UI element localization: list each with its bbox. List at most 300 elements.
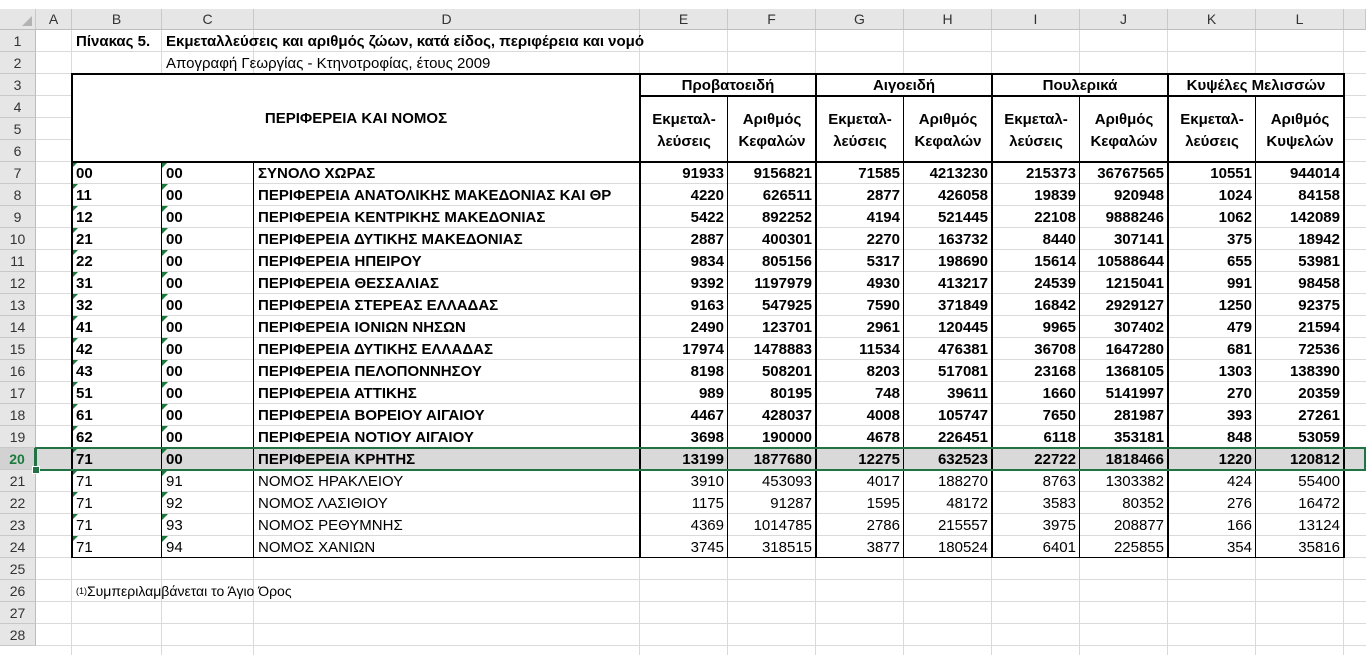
header-border-bottom xyxy=(71,161,1345,163)
value-cell[interactable]: 7650 xyxy=(1042,406,1076,424)
row-header-12[interactable]: 12 xyxy=(0,272,36,294)
divider-group xyxy=(991,73,993,558)
value-cell[interactable]: 655 xyxy=(1226,252,1252,270)
value-cell[interactable]: 681 xyxy=(1226,340,1252,358)
prefecture-code-cell[interactable]: 00 xyxy=(162,448,254,470)
value-cell[interactable]: 188270 xyxy=(937,472,988,490)
value-cell[interactable]: 354 xyxy=(1226,538,1252,556)
column-header-G[interactable]: G xyxy=(816,9,904,30)
subheader-4[interactable] xyxy=(904,102,992,160)
region-code-cell[interactable]: 51 xyxy=(72,382,162,404)
value-cell[interactable]: 8198 xyxy=(690,362,724,380)
value-cell[interactable]: 21594 xyxy=(1298,318,1340,336)
value-cell[interactable]: 6118 xyxy=(1043,428,1076,446)
error-indicator-icon xyxy=(162,404,168,410)
column-header-L[interactable]: L xyxy=(1256,9,1344,30)
value-cell[interactable]: 1303382 xyxy=(1105,472,1164,490)
value-cell[interactable]: 991 xyxy=(1226,274,1252,292)
row-header-17[interactable]: 17 xyxy=(0,382,36,404)
value-cell[interactable]: 5141997 xyxy=(1105,384,1164,402)
value-cell[interactable]: 476381 xyxy=(937,340,988,358)
subheader-line: Εκμεταλ- xyxy=(652,111,716,128)
value-cell[interactable]: 22722 xyxy=(1034,450,1076,468)
value-cell[interactable]: 1660 xyxy=(1042,384,1076,402)
divider-subcolumn xyxy=(1079,96,1080,558)
value-cell[interactable]: 53059 xyxy=(1298,428,1340,446)
subheader-7[interactable] xyxy=(1168,102,1256,160)
value-cell[interactable]: 626511 xyxy=(762,186,812,204)
value-cell[interactable]: 15614 xyxy=(1034,252,1076,270)
row-header-4[interactable]: 4 xyxy=(0,96,36,118)
value-cell[interactable]: 198690 xyxy=(937,252,988,270)
prefecture-code-cell[interactable]: 00 xyxy=(162,316,254,338)
value-cell[interactable]: 4467 xyxy=(690,406,724,424)
region-name-cell[interactable]: ΠΕΡΙΦΕΡΕΙΑ ΗΠΕΙΡΟΥ xyxy=(258,252,422,270)
value-cell[interactable]: 276 xyxy=(1226,494,1252,512)
subheader-1[interactable] xyxy=(640,102,728,160)
value-cell[interactable]: 9965 xyxy=(1042,318,1076,336)
error-indicator-icon xyxy=(162,338,168,344)
divider-code-column xyxy=(161,162,162,558)
value-cell[interactable]: 13199 xyxy=(682,450,724,468)
error-indicator-icon xyxy=(162,316,168,322)
subheader-line: Αριθμός xyxy=(1270,111,1330,128)
value-cell[interactable]: 8440 xyxy=(1042,230,1076,248)
value-cell[interactable]: 123701 xyxy=(761,318,812,336)
value-cell[interactable]: 8203 xyxy=(866,362,900,380)
value-cell[interactable]: 92375 xyxy=(1298,296,1340,314)
region-code-cell[interactable]: 43 xyxy=(72,360,162,382)
value-cell[interactable]: 318515 xyxy=(761,538,812,556)
value-cell[interactable]: 35816 xyxy=(1298,538,1340,556)
value-cell[interactable]: 270 xyxy=(1226,384,1252,402)
value-cell[interactable]: 2877 xyxy=(866,186,900,204)
subheader-line: Κεφαλών xyxy=(914,133,982,150)
value-cell[interactable]: 989 xyxy=(698,384,724,402)
divider-subcolumn xyxy=(1255,96,1256,558)
prefecture-code-cell[interactable]: 00 xyxy=(162,228,254,250)
region-name-cell[interactable]: ΠΕΡΙΦΕΡΕΙΑ ΒΟΡΕΙΟΥ ΑΙΓΑΙΟΥ xyxy=(258,406,485,424)
row-header-7[interactable]: 7 xyxy=(0,162,36,184)
subheader-line: Εκμεταλ- xyxy=(828,111,892,128)
region-code-cell[interactable]: 22 xyxy=(72,250,162,272)
region-code-cell[interactable]: 61 xyxy=(72,404,162,426)
value-cell[interactable]: 1818466 xyxy=(1105,450,1164,468)
value-cell[interactable]: 80195 xyxy=(770,384,812,402)
region-name-cell[interactable]: ΠΕΡΙΦΕΡΕΙΑ ΝΟΤΙΟΥ ΑΙΓΑΙΟΥ xyxy=(258,428,474,446)
error-indicator-icon xyxy=(162,536,168,542)
select-all-corner[interactable] xyxy=(0,9,36,30)
subheader-line: Κεφαλών xyxy=(738,133,806,150)
subheader-5[interactable] xyxy=(992,102,1080,160)
prefecture-code-cell[interactable]: 94 xyxy=(162,536,254,558)
value-cell[interactable]: 8763 xyxy=(1042,472,1076,490)
footnote[interactable] xyxy=(72,580,572,602)
value-cell[interactable]: 6401 xyxy=(1042,538,1076,556)
column-header-A[interactable]: A xyxy=(36,9,72,30)
value-cell[interactable]: 16842 xyxy=(1034,296,1076,314)
value-cell[interactable]: 1647280 xyxy=(1105,340,1164,358)
region-code-cell[interactable]: 00 xyxy=(72,162,162,184)
table-border-top xyxy=(71,73,1345,75)
value-cell[interactable]: 48172 xyxy=(946,494,988,512)
value-cell[interactable]: 142089 xyxy=(1289,208,1340,226)
value-cell[interactable]: 91933 xyxy=(682,164,724,182)
value-cell[interactable]: 547925 xyxy=(761,296,812,314)
value-cell[interactable]: 920948 xyxy=(1113,186,1164,204)
column-header-H[interactable]: H xyxy=(904,9,992,30)
subheader-line: Αριθμός xyxy=(918,111,978,128)
region-name-cell[interactable]: ΠΕΡΙΦΕΡΕΙΑ ΑΝΑΤΟΛΙΚΗΣ ΜΑΚΕΔΟΝΙΑΣ ΚΑΙ ΘΡ xyxy=(258,186,612,204)
region-name-cell[interactable]: ΠΕΡΙΦΕΡΕΙΑ ΚΡΗΤΗΣ xyxy=(258,450,416,468)
value-cell[interactable]: 1595 xyxy=(866,494,900,512)
value-cell[interactable]: 632523 xyxy=(937,450,988,468)
value-cell[interactable]: 1215041 xyxy=(1105,274,1164,292)
value-cell[interactable]: 10588644 xyxy=(1097,252,1164,270)
region-code-cell[interactable]: 71 xyxy=(72,470,162,492)
value-cell[interactable]: 2270 xyxy=(866,230,900,248)
row-header-25[interactable]: 25 xyxy=(0,558,36,580)
subheader-8[interactable] xyxy=(1256,102,1344,160)
value-cell[interactable]: 5422 xyxy=(690,208,724,226)
prefecture-code-cell[interactable]: 00 xyxy=(162,184,254,206)
value-cell[interactable]: 1303 xyxy=(1218,362,1252,380)
value-cell[interactable]: 307402 xyxy=(1113,318,1164,336)
prefecture-code-cell[interactable]: 00 xyxy=(162,250,254,272)
value-cell[interactable]: 226451 xyxy=(937,428,988,446)
value-cell[interactable]: 2786 xyxy=(866,516,900,534)
region-code-cell[interactable]: 42 xyxy=(72,338,162,360)
region-code-cell[interactable]: 31 xyxy=(72,272,162,294)
value-cell[interactable]: 2929127 xyxy=(1105,296,1164,314)
region-name-cell[interactable]: ΠΕΡΙΦΕΡΕΙΑ ΘΕΣΣΑΛΙΑΣ xyxy=(258,274,440,292)
value-cell[interactable]: 805156 xyxy=(761,252,812,270)
value-cell[interactable]: 19839 xyxy=(1034,186,1076,204)
value-cell[interactable]: 400301 xyxy=(761,230,812,248)
value-cell[interactable]: 180524 xyxy=(937,538,988,556)
region-name-cell[interactable]: ΠΕΡΙΦΕΡΕΙΑ ΔΥΤΙΚΗΣ ΜΑΚΕΔΟΝΙΑΣ xyxy=(258,230,523,248)
value-cell[interactable]: 848 xyxy=(1226,428,1252,446)
value-cell[interactable]: 892252 xyxy=(761,208,812,226)
column-header-E[interactable]: E xyxy=(640,9,728,30)
value-cell[interactable]: 2490 xyxy=(690,318,724,336)
prefecture-code-cell[interactable]: 00 xyxy=(162,360,254,382)
value-cell[interactable]: 4678 xyxy=(866,428,900,446)
prefecture-code-cell[interactable]: 00 xyxy=(162,404,254,426)
subheader-2[interactable] xyxy=(728,102,816,160)
subheader-line: Εκμεταλ- xyxy=(1004,111,1068,128)
row-header-3[interactable]: 3 xyxy=(0,74,36,96)
divider-group xyxy=(1167,73,1169,558)
value-cell[interactable]: 105747 xyxy=(937,406,988,424)
error-indicator-icon xyxy=(162,514,168,520)
value-cell[interactable]: 4930 xyxy=(866,274,900,292)
column-header-J[interactable]: J xyxy=(1080,9,1168,30)
value-cell[interactable]: 4369 xyxy=(690,516,724,534)
region-code-cell[interactable]: 12 xyxy=(72,206,162,228)
group-header-1[interactable]: Προβατοειδή xyxy=(640,74,816,96)
prefecture-code-cell[interactable]: 92 xyxy=(162,492,254,514)
value-cell[interactable]: 17974 xyxy=(682,340,724,358)
subheader-line: Κεφαλών xyxy=(1090,133,1158,150)
row-header-18[interactable]: 18 xyxy=(0,404,36,426)
region-name-cell[interactable]: ΝΟΜΟΣ ΧΑΝΙΩΝ xyxy=(258,538,376,556)
region-name-cell[interactable]: ΠΕΡΙΦΕΡΕΙΑ ΚΕΝΤΡΙΚΗΣ ΜΑΚΕΔΟΝΙΑΣ xyxy=(258,208,546,226)
value-cell[interactable]: 22108 xyxy=(1034,208,1076,226)
value-cell[interactable]: 53981 xyxy=(1298,252,1340,270)
value-cell[interactable]: 9392 xyxy=(690,274,724,292)
row-header-6[interactable]: 6 xyxy=(0,140,36,162)
value-cell[interactable]: 944014 xyxy=(1289,164,1340,182)
value-cell[interactable]: 72536 xyxy=(1298,340,1340,358)
value-cell[interactable]: 3910 xyxy=(690,472,724,490)
region-name-cell[interactable]: ΠΕΡΙΦΕΡΕΙΑ ΣΤΕΡΕΑΣ ΕΛΛΑΔΑΣ xyxy=(258,296,499,314)
value-cell[interactable]: 281987 xyxy=(1113,406,1164,424)
subheader-3[interactable] xyxy=(816,102,904,160)
value-cell[interactable]: 521445 xyxy=(937,208,988,226)
value-cell[interactable]: 4213230 xyxy=(929,164,988,182)
value-cell[interactable]: 7590 xyxy=(866,296,900,314)
row-header-26[interactable]: 26 xyxy=(0,580,36,602)
value-cell[interactable]: 1478883 xyxy=(753,340,812,358)
divider-subcolumn xyxy=(903,96,904,558)
value-cell[interactable]: 20359 xyxy=(1298,384,1340,402)
table-number[interactable]: Πίνακας 5. xyxy=(76,32,151,50)
error-indicator-icon xyxy=(162,360,168,366)
region-name-cell[interactable]: ΣΥΝΟΛΟ ΧΩΡΑΣ xyxy=(258,164,376,182)
value-cell[interactable]: 9156821 xyxy=(753,164,812,182)
column-header-I[interactable]: I xyxy=(992,9,1080,30)
row-header-19[interactable]: 19 xyxy=(0,426,36,448)
subheader-line: Αριθμός xyxy=(1094,111,1154,128)
table-title[interactable]: Εκμεταλλεύσεις και αριθμός ζώων, κατά είδος, περιφέρεια και νομό xyxy=(166,32,645,50)
value-cell[interactable]: 215557 xyxy=(937,516,988,534)
table-border-bottom xyxy=(71,557,1345,558)
group-header-2[interactable]: Αιγοειδή xyxy=(816,74,992,96)
value-cell[interactable]: 23168 xyxy=(1034,362,1076,380)
error-indicator-icon xyxy=(162,382,168,388)
row-header-10[interactable]: 10 xyxy=(0,228,36,250)
error-indicator-icon xyxy=(162,294,168,300)
value-cell[interactable]: 11534 xyxy=(859,340,900,358)
row-header-24[interactable]: 24 xyxy=(0,536,36,558)
value-cell[interactable]: 4220 xyxy=(690,186,724,204)
row-header-11[interactable]: 11 xyxy=(0,250,36,272)
error-indicator-icon xyxy=(162,206,168,212)
value-cell[interactable]: 9834 xyxy=(690,252,724,270)
select-all-icon xyxy=(22,16,32,26)
row-header-2[interactable]: 2 xyxy=(0,52,36,74)
value-cell[interactable]: 24539 xyxy=(1034,274,1076,292)
group-underline xyxy=(640,95,1344,97)
region-header[interactable]: ΠΕΡΙΦΕΡΕΙΑ ΚΑΙ ΝΟΜΟΣ xyxy=(72,74,640,162)
value-cell[interactable]: 1197979 xyxy=(754,274,812,292)
value-cell[interactable]: 71585 xyxy=(858,164,900,182)
row-header-9[interactable]: 9 xyxy=(0,206,36,228)
value-cell[interactable]: 748 xyxy=(874,384,900,402)
column-header-C[interactable]: C xyxy=(162,9,254,30)
table-subtitle[interactable]: Απογραφή Γεωργίας - Κτηνοτροφίας, έτους 2009 xyxy=(166,54,491,72)
region-name-cell[interactable]: ΠΕΡΙΦΕΡΕΙΑ ΠΕΛΟΠΟΝΝΗΣΟΥ xyxy=(258,362,482,380)
row-header-22[interactable]: 22 xyxy=(0,492,36,514)
row-header-14[interactable]: 14 xyxy=(0,316,36,338)
value-cell[interactable]: 4017 xyxy=(866,472,900,490)
value-cell[interactable]: 426058 xyxy=(937,186,988,204)
value-cell[interactable]: 3698 xyxy=(690,428,724,446)
value-cell[interactable]: 91287 xyxy=(770,494,812,512)
region-name-cell[interactable]: ΠΕΡΙΦΕΡΕΙΑ ΙΟΝΙΩΝ ΝΗΣΩΝ xyxy=(258,318,466,336)
value-cell[interactable]: 215373 xyxy=(1025,164,1076,182)
value-cell[interactable]: 138390 xyxy=(1289,362,1340,380)
prefecture-code-cell[interactable]: 93 xyxy=(162,514,254,536)
row-header-21[interactable]: 21 xyxy=(0,470,36,492)
value-cell[interactable]: 3877 xyxy=(866,538,900,556)
value-cell[interactable]: 39611 xyxy=(947,384,988,402)
value-cell[interactable]: 5317 xyxy=(866,252,900,270)
region-code-cell[interactable]: 71 xyxy=(72,514,162,536)
value-cell[interactable]: 84158 xyxy=(1298,186,1340,204)
value-cell[interactable]: 1368105 xyxy=(1105,362,1164,380)
value-cell[interactable]: 190000 xyxy=(761,428,812,446)
value-cell[interactable]: 3745 xyxy=(690,538,724,556)
value-cell[interactable]: 375 xyxy=(1226,230,1252,248)
value-cell[interactable]: 4008 xyxy=(866,406,900,424)
gridline-horizontal xyxy=(36,645,1366,646)
value-cell[interactable]: 1024 xyxy=(1218,186,1252,204)
value-cell[interactable]: 453093 xyxy=(761,472,812,490)
row-header-20[interactable]: 20 xyxy=(0,448,36,470)
value-cell[interactable]: 1014785 xyxy=(753,516,812,534)
value-cell[interactable]: 2887 xyxy=(690,230,724,248)
value-cell[interactable]: 9888246 xyxy=(1105,208,1164,226)
row-header-27[interactable]: 27 xyxy=(0,602,36,624)
value-cell[interactable]: 3583 xyxy=(1042,494,1076,512)
value-cell[interactable]: 371849 xyxy=(937,296,988,314)
prefecture-code-cell[interactable]: 00 xyxy=(162,162,254,184)
error-indicator-icon xyxy=(162,184,168,190)
region-code-cell[interactable]: 71 xyxy=(72,492,162,514)
value-cell[interactable]: 307141 xyxy=(1113,230,1164,248)
row-header-5[interactable]: 5 xyxy=(0,118,36,140)
divider-code-column xyxy=(253,162,254,558)
region-code-cell[interactable]: 32 xyxy=(72,294,162,316)
value-cell[interactable]: 98458 xyxy=(1298,274,1340,292)
region-code-cell[interactable]: 21 xyxy=(72,228,162,250)
column-header-D[interactable]: D xyxy=(254,9,640,30)
region-name-cell[interactable]: ΝΟΜΟΣ ΡΕΘΥΜΝΗΣ xyxy=(258,516,403,534)
value-cell[interactable]: 55400 xyxy=(1298,472,1340,490)
value-cell[interactable]: 1175 xyxy=(691,494,724,512)
row-header-16[interactable]: 16 xyxy=(0,360,36,382)
value-cell[interactable]: 4194 xyxy=(866,208,900,226)
group-header-4[interactable]: Κυψέλες Μελισσών xyxy=(1168,74,1344,96)
column-header-B[interactable]: B xyxy=(72,9,162,30)
region-code-cell[interactable]: 71 xyxy=(72,536,162,558)
column-header-K[interactable]: K xyxy=(1168,9,1256,30)
value-cell[interactable]: 120812 xyxy=(1289,450,1340,468)
divider-subcolumn xyxy=(727,96,728,558)
subheader-line: λεύσεις xyxy=(1009,133,1063,150)
region-code-cell[interactable]: 41 xyxy=(72,316,162,338)
subheader-line: Αριθμός xyxy=(742,111,802,128)
value-cell[interactable]: 120445 xyxy=(937,318,988,336)
value-cell[interactable]: 208877 xyxy=(1113,516,1164,534)
fill-handle[interactable] xyxy=(32,466,40,474)
value-cell[interactable]: 9163 xyxy=(690,296,724,314)
value-cell[interactable]: 18942 xyxy=(1298,230,1340,248)
value-cell[interactable]: 36708 xyxy=(1034,340,1076,358)
region-name-cell[interactable]: ΠΕΡΙΦΕΡΕΙΑ ΑΤΤΙΚΗΣ xyxy=(258,384,417,402)
value-cell[interactable]: 393 xyxy=(1226,406,1252,424)
value-cell[interactable]: 36767565 xyxy=(1097,164,1164,182)
footnote-text: Συμπεριλαμβάνεται το Άγιο Όρος xyxy=(87,583,292,599)
subheader-line: Κυψελών xyxy=(1266,133,1334,150)
value-cell[interactable]: 1062 xyxy=(1218,208,1252,226)
value-cell[interactable]: 1220 xyxy=(1218,450,1252,468)
value-cell[interactable]: 2961 xyxy=(866,318,900,336)
prefecture-code-cell[interactable]: 91 xyxy=(162,470,254,492)
value-cell[interactable]: 517081 xyxy=(937,362,988,380)
value-cell[interactable]: 428037 xyxy=(761,406,812,424)
prefecture-code-cell[interactable]: 00 xyxy=(162,382,254,404)
value-cell[interactable]: 3975 xyxy=(1042,516,1076,534)
value-cell[interactable]: 80352 xyxy=(1122,494,1164,512)
row-header-23[interactable]: 23 xyxy=(0,514,36,536)
value-cell[interactable]: 225855 xyxy=(1113,538,1164,556)
subheader-6[interactable] xyxy=(1080,102,1168,160)
prefecture-code-cell[interactable]: 00 xyxy=(162,294,254,316)
value-cell[interactable]: 413217 xyxy=(937,274,988,292)
value-cell[interactable]: 424 xyxy=(1226,472,1252,490)
value-cell[interactable]: 163732 xyxy=(937,230,988,248)
value-cell[interactable]: 1250 xyxy=(1218,296,1252,314)
region-name-cell[interactable]: ΝΟΜΟΣ ΗΡΑΚΛΕΙΟΥ xyxy=(258,472,404,490)
region-code-cell[interactable]: 71 xyxy=(72,448,162,470)
divider-group xyxy=(815,73,817,558)
prefecture-code-cell[interactable]: 00 xyxy=(162,272,254,294)
value-cell[interactable]: 16472 xyxy=(1298,494,1340,512)
value-cell[interactable]: 479 xyxy=(1226,318,1252,336)
region-code-cell[interactable]: 62 xyxy=(72,426,162,448)
value-cell[interactable]: 508201 xyxy=(761,362,812,380)
column-header-F[interactable]: F xyxy=(728,9,816,30)
prefecture-code-cell[interactable]: 00 xyxy=(162,426,254,448)
region-code-cell[interactable]: 11 xyxy=(72,184,162,206)
region-name-cell[interactable]: ΝΟΜΟΣ ΛΑΣΙΘΙΟΥ xyxy=(258,494,388,512)
gridline-horizontal xyxy=(36,623,1366,624)
row-header-15[interactable]: 15 xyxy=(0,338,36,360)
row-header-13[interactable]: 13 xyxy=(0,294,36,316)
value-cell[interactable]: 1877680 xyxy=(753,450,812,468)
row-header-1[interactable]: 1 xyxy=(0,30,36,52)
subheader-line: Εκμεταλ- xyxy=(1180,111,1244,128)
value-cell[interactable]: 10551 xyxy=(1210,164,1252,182)
table-border-left xyxy=(71,73,73,558)
value-cell[interactable]: 12275 xyxy=(858,450,900,468)
row-header-28[interactable]: 28 xyxy=(0,624,36,646)
value-cell[interactable]: 27261 xyxy=(1298,406,1340,424)
error-indicator-icon xyxy=(162,426,168,432)
value-cell[interactable]: 13124 xyxy=(1298,516,1340,534)
prefecture-code-cell[interactable]: 00 xyxy=(162,206,254,228)
prefecture-code-cell[interactable]: 00 xyxy=(162,338,254,360)
group-header-3[interactable]: Πουλερικά xyxy=(992,74,1168,96)
value-cell[interactable]: 166 xyxy=(1226,516,1252,534)
region-name-cell[interactable]: ΠΕΡΙΦΕΡΕΙΑ ΔΥΤΙΚΗΣ ΕΛΛΑΔΑΣ xyxy=(258,340,493,358)
value-cell[interactable]: 353181 xyxy=(1113,428,1164,446)
error-indicator-icon xyxy=(162,228,168,234)
row-header-8[interactable]: 8 xyxy=(0,184,36,206)
